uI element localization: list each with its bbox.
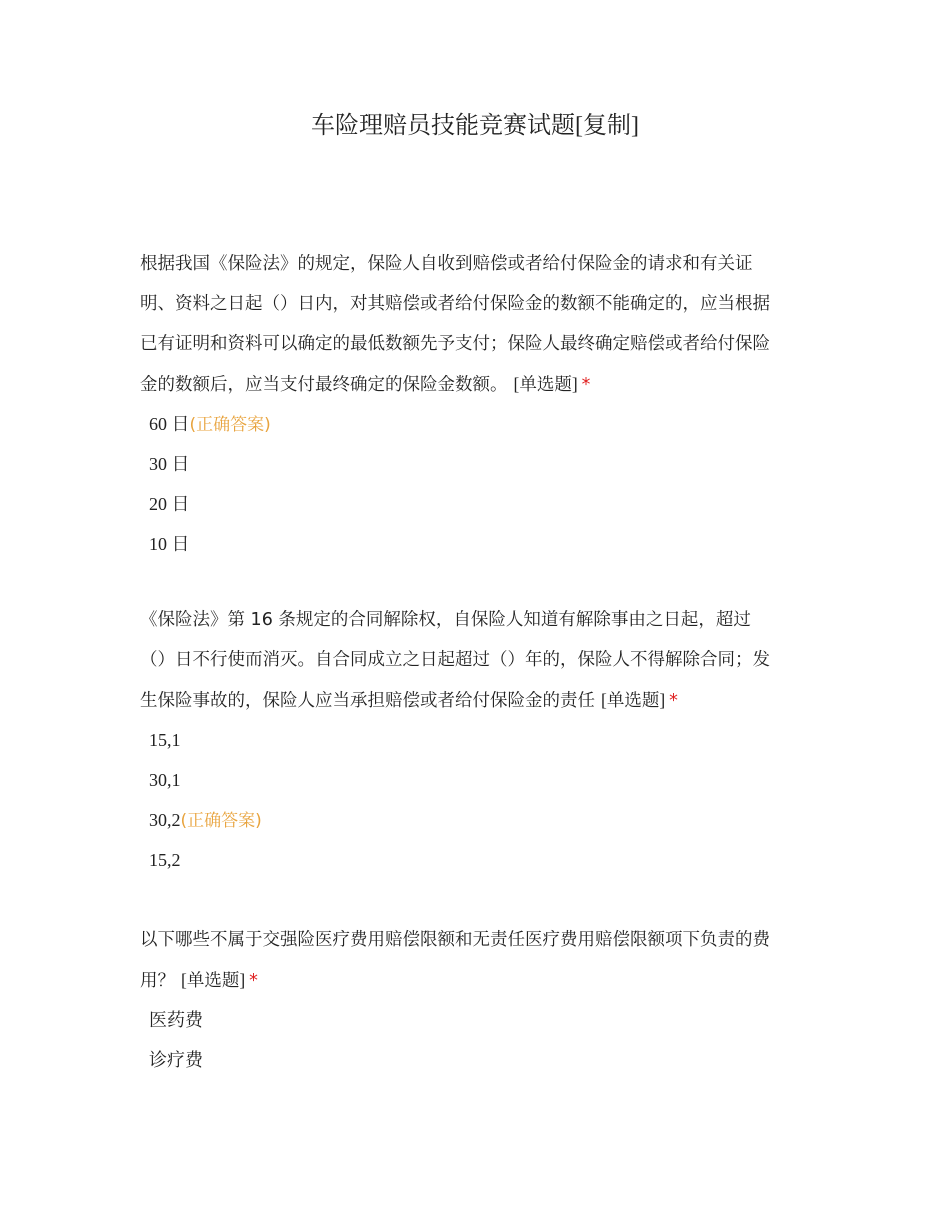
question-text-line	[140, 680, 840, 720]
option-label: 诊疗费	[149, 1050, 203, 1070]
question-text-line	[140, 324, 840, 364]
question-text: 以下哪些不属于交强险医疗费用赔偿限额和无责任医疗费用赔偿限额项下负责的费	[140, 930, 770, 950]
question-text-line	[140, 364, 840, 404]
question-text: 根据我国《保险法》的规定，保险人自收到赔偿或者给付保险金的请求和有关证	[140, 254, 753, 274]
option-item	[140, 840, 840, 880]
question-text: 用？	[140, 971, 175, 991]
option-item	[140, 444, 840, 484]
option-item	[140, 484, 840, 524]
required-asterisk: *	[581, 375, 591, 395]
option-item	[140, 404, 840, 444]
correct-answer-tag: (正确答案)	[180, 811, 262, 831]
page-title: 车险理赔员技能竞赛试题[复制]	[311, 113, 639, 139]
option-item	[140, 524, 840, 564]
question-text: 《保险法》第 16 条规定的合同解除权，自保险人知道有解除事由之日起，超过	[140, 610, 751, 630]
required-asterisk: *	[669, 691, 678, 711]
option-label: 30,2	[149, 810, 181, 830]
option-label: 20 日	[149, 494, 190, 514]
question-text-line	[140, 920, 840, 960]
question-1	[140, 244, 840, 564]
option-item	[140, 1040, 840, 1080]
question-text-line	[140, 640, 840, 680]
required-asterisk: *	[249, 971, 258, 991]
question-text: 金的数额后，应当支付最终确定的保险金数额。	[140, 375, 508, 395]
question-type-label: [单选题]	[181, 970, 246, 990]
option-label: 30,1	[149, 770, 181, 790]
option-label: 15,1	[149, 730, 181, 750]
option-label: 医药费	[149, 1010, 203, 1030]
question-2	[140, 600, 840, 880]
question-type-label: [单选题]	[601, 690, 666, 710]
question-text-line	[140, 284, 840, 324]
option-item	[140, 760, 840, 800]
correct-answer-tag: (正确答案)	[189, 415, 271, 435]
question-text-line	[140, 244, 840, 284]
question-text: 已有证明和资料可以确定的最低数额先予支付；保险人最终确定赔偿或者给付保险	[140, 334, 770, 354]
question-type-label: [单选题]	[513, 374, 578, 394]
question-text-line	[140, 960, 840, 1000]
option-item	[140, 1000, 840, 1040]
question-text: （）日不行使而消灭。自合同成立之日起超过（）年的，保险人不得解除合同；发	[140, 650, 770, 670]
option-label: 15,2	[149, 850, 181, 870]
option-label: 30 日	[149, 454, 190, 474]
question-text: 生保险事故的，保险人应当承担赔偿或者给付保险金的责任	[140, 691, 595, 711]
question-text-line	[140, 600, 840, 640]
option-item	[140, 720, 840, 760]
option-label: 60 日	[149, 414, 190, 434]
question-text: 明、资料之日起（）日内，对其赔偿或者给付保险金的数额不能确定的，应当根据	[140, 294, 770, 314]
option-item	[140, 800, 840, 840]
question-3	[140, 920, 840, 1080]
option-label: 10 日	[149, 534, 190, 554]
